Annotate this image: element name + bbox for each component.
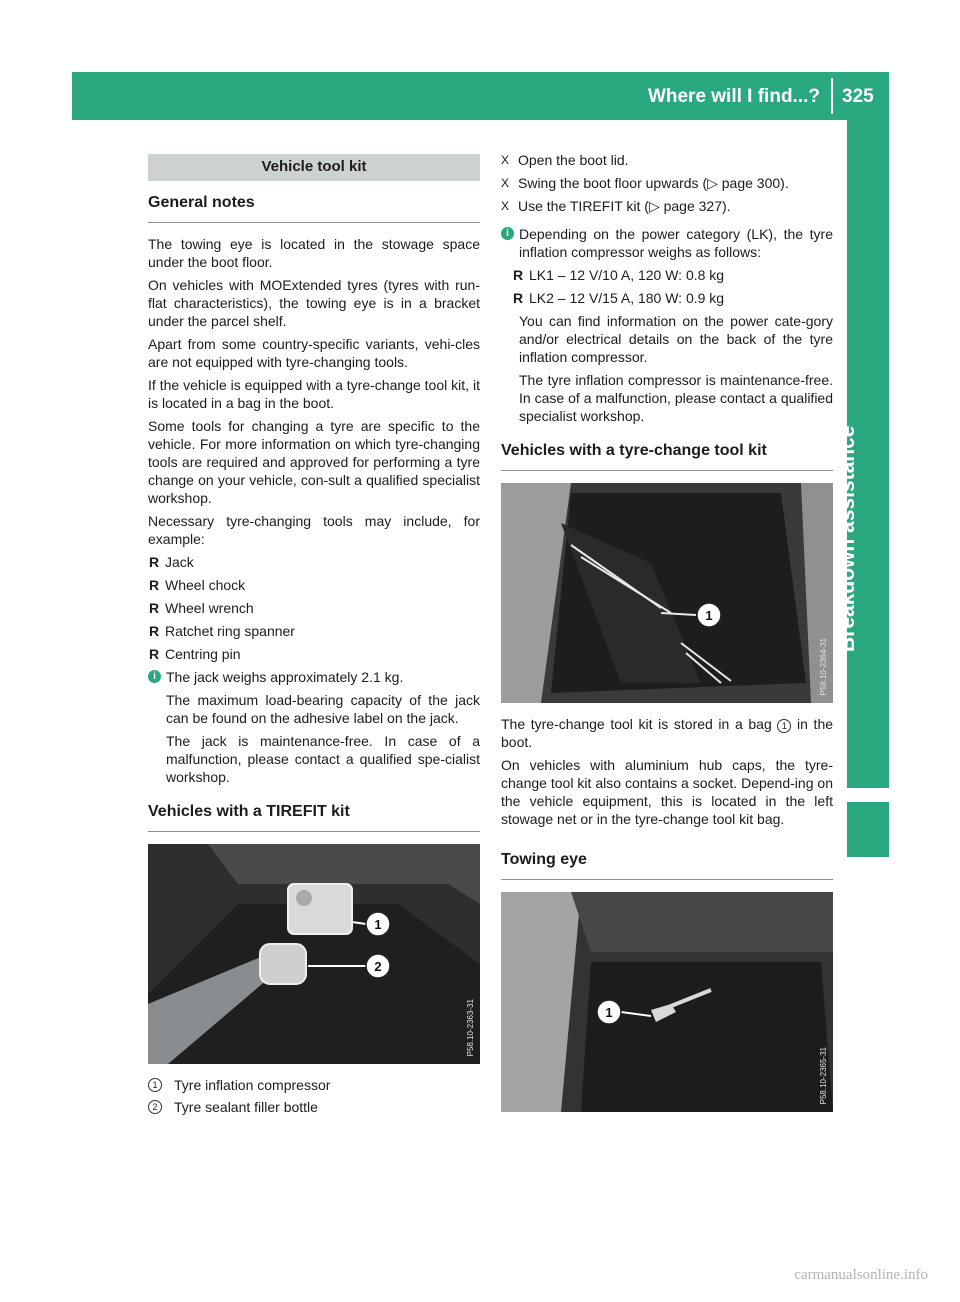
callout-2-label: 2 bbox=[374, 959, 382, 974]
step-arrow-icon: X bbox=[501, 176, 510, 190]
paragraph: On vehicles with aluminium hub caps, the tyre-change tool kit also contains a socket. Depend-ing on the vehicle equipment, this is located in the left stowage net or in the tyre-change tool kit bag. bbox=[501, 757, 833, 827]
list-item: R Wheel chock bbox=[149, 577, 246, 593]
header-divider bbox=[831, 78, 833, 114]
tirefit-photo bbox=[148, 844, 480, 1064]
toolkit-photo bbox=[501, 483, 833, 703]
right-column bbox=[501, 151, 833, 1124]
bullet-icon: R bbox=[513, 290, 524, 306]
towing-eye-photo bbox=[501, 892, 833, 1112]
photo-code: P58.10-2364-31 bbox=[819, 637, 828, 695]
info-text: You can find information on the power cate-gory and/or electrical details on the back of the tyre inflation compressor. bbox=[519, 313, 833, 365]
list-item: R Wheel wrench bbox=[149, 600, 254, 616]
list-item: R Ratchet ring spanner bbox=[149, 623, 295, 639]
step-arrow-icon: X bbox=[501, 199, 510, 213]
bullet-icon: R bbox=[513, 267, 524, 283]
step: X Use the TIREFIT kit (▷ page 327). bbox=[501, 198, 731, 214]
photo-code: P58.10-2365-31 bbox=[819, 1046, 828, 1104]
callout-1-label: 1 bbox=[705, 608, 713, 623]
photo-code: P58.10-2363-31 bbox=[466, 998, 475, 1056]
legend-item: 1 Tyre inflation compressor bbox=[148, 1076, 480, 1094]
info-note bbox=[501, 225, 833, 261]
paragraph: Apart from some country-specific variants, vehi-cles are not equipped with tyre-changing tools. bbox=[148, 336, 480, 370]
list-item: R LK1 – 12 V/10 A, 120 W: 0.8 kg bbox=[513, 267, 725, 283]
tool-list bbox=[148, 553, 480, 663]
left-column bbox=[148, 154, 480, 1120]
callout-ref-icon: 1 bbox=[777, 719, 791, 733]
side-tab-marker bbox=[847, 802, 889, 857]
paragraph: Necessary tyre-changing tools may include, for example: bbox=[148, 513, 480, 547]
bullet-icon: R bbox=[149, 646, 160, 662]
callout-1-label: 1 bbox=[605, 1005, 613, 1020]
side-tab-label: Breakdown assistance bbox=[836, 425, 859, 652]
step: X Swing the boot floor upwards (▷ page 300). bbox=[501, 175, 789, 191]
list-item: R Centring pin bbox=[149, 646, 241, 662]
toolkit-text: The tyre-change tool kit is stored in a bag 1 in the boot. bbox=[501, 716, 834, 750]
step: X Open the boot lid. bbox=[501, 152, 629, 168]
header-band bbox=[72, 72, 889, 120]
towing-eye-illustration bbox=[501, 892, 833, 1112]
list-item: R LK2 – 12 V/15 A, 180 W: 0.9 kg bbox=[513, 290, 725, 306]
towing-eye-heading: Towing eye bbox=[501, 850, 833, 880]
info-continued bbox=[501, 312, 833, 425]
info-text: The jack weighs approximately 2.1 kg. bbox=[166, 669, 404, 685]
paragraph: If the vehicle is equipped with a tyre-change tool kit, it is located in a bag in the boot. bbox=[148, 377, 480, 411]
paragraph: The towing eye is located in the stowage space under the boot floor. bbox=[148, 236, 480, 270]
info-text: The maximum load-bearing capacity of the jack can be found on the adhesive label on the jack. bbox=[166, 692, 480, 726]
callout-1-label: 1 bbox=[374, 917, 382, 932]
section-title: Vehicle tool kit bbox=[148, 154, 480, 181]
bullet-icon: R bbox=[149, 554, 160, 570]
bullet-icon: R bbox=[149, 577, 160, 593]
step-arrow-icon: X bbox=[501, 153, 510, 167]
tirefit-illustration bbox=[148, 844, 480, 1064]
legend-item: 2 Tyre sealant filler bottle bbox=[148, 1098, 480, 1116]
toolkit-illustration bbox=[501, 483, 833, 703]
info-text: Depending on the power category (LK), the tyre inflation compressor weighs as follows: bbox=[519, 226, 833, 260]
info-text: The jack is maintenance-free. In case of a malfunction, please contact a qualified spe-cialist workshop. bbox=[166, 733, 480, 785]
list-item: R Jack bbox=[149, 554, 194, 570]
page-number: 325 bbox=[842, 86, 874, 107]
bullet-icon: R bbox=[149, 600, 160, 616]
bullet-icon: R bbox=[149, 623, 160, 639]
info-text: The tyre inflation compressor is maintenance-free. In case of a malfunction, please contact a qualified specialist workshop. bbox=[519, 372, 833, 424]
paragraph: Some tools for changing a tyre are specific to the vehicle. For more information on which tyre-changing tools are required and approved for performing a tyre change on your vehicle, con-sult a qualified specialist workshop. bbox=[148, 418, 480, 506]
info-icon: i bbox=[148, 670, 161, 683]
info-icon: i bbox=[501, 227, 514, 240]
watermark: carmanualsonline.info bbox=[794, 1267, 928, 1283]
tirefit-heading: Vehicles with a TIREFIT kit bbox=[148, 802, 480, 832]
general-notes-heading: General notes bbox=[148, 193, 480, 223]
legend-number: 2 bbox=[148, 1100, 162, 1114]
weight-list bbox=[501, 266, 833, 307]
chapter-title: Where will I find...? bbox=[647, 86, 820, 107]
info-note bbox=[148, 668, 480, 786]
legend-number: 1 bbox=[148, 1078, 162, 1092]
paragraph: On vehicles with MOExtended tyres (tyres with run-flat characteristics), the towing eye is in a bracket under the parcel shelf. bbox=[148, 277, 480, 329]
toolkit-heading: Vehicles with a tyre-change tool kit bbox=[501, 441, 833, 471]
